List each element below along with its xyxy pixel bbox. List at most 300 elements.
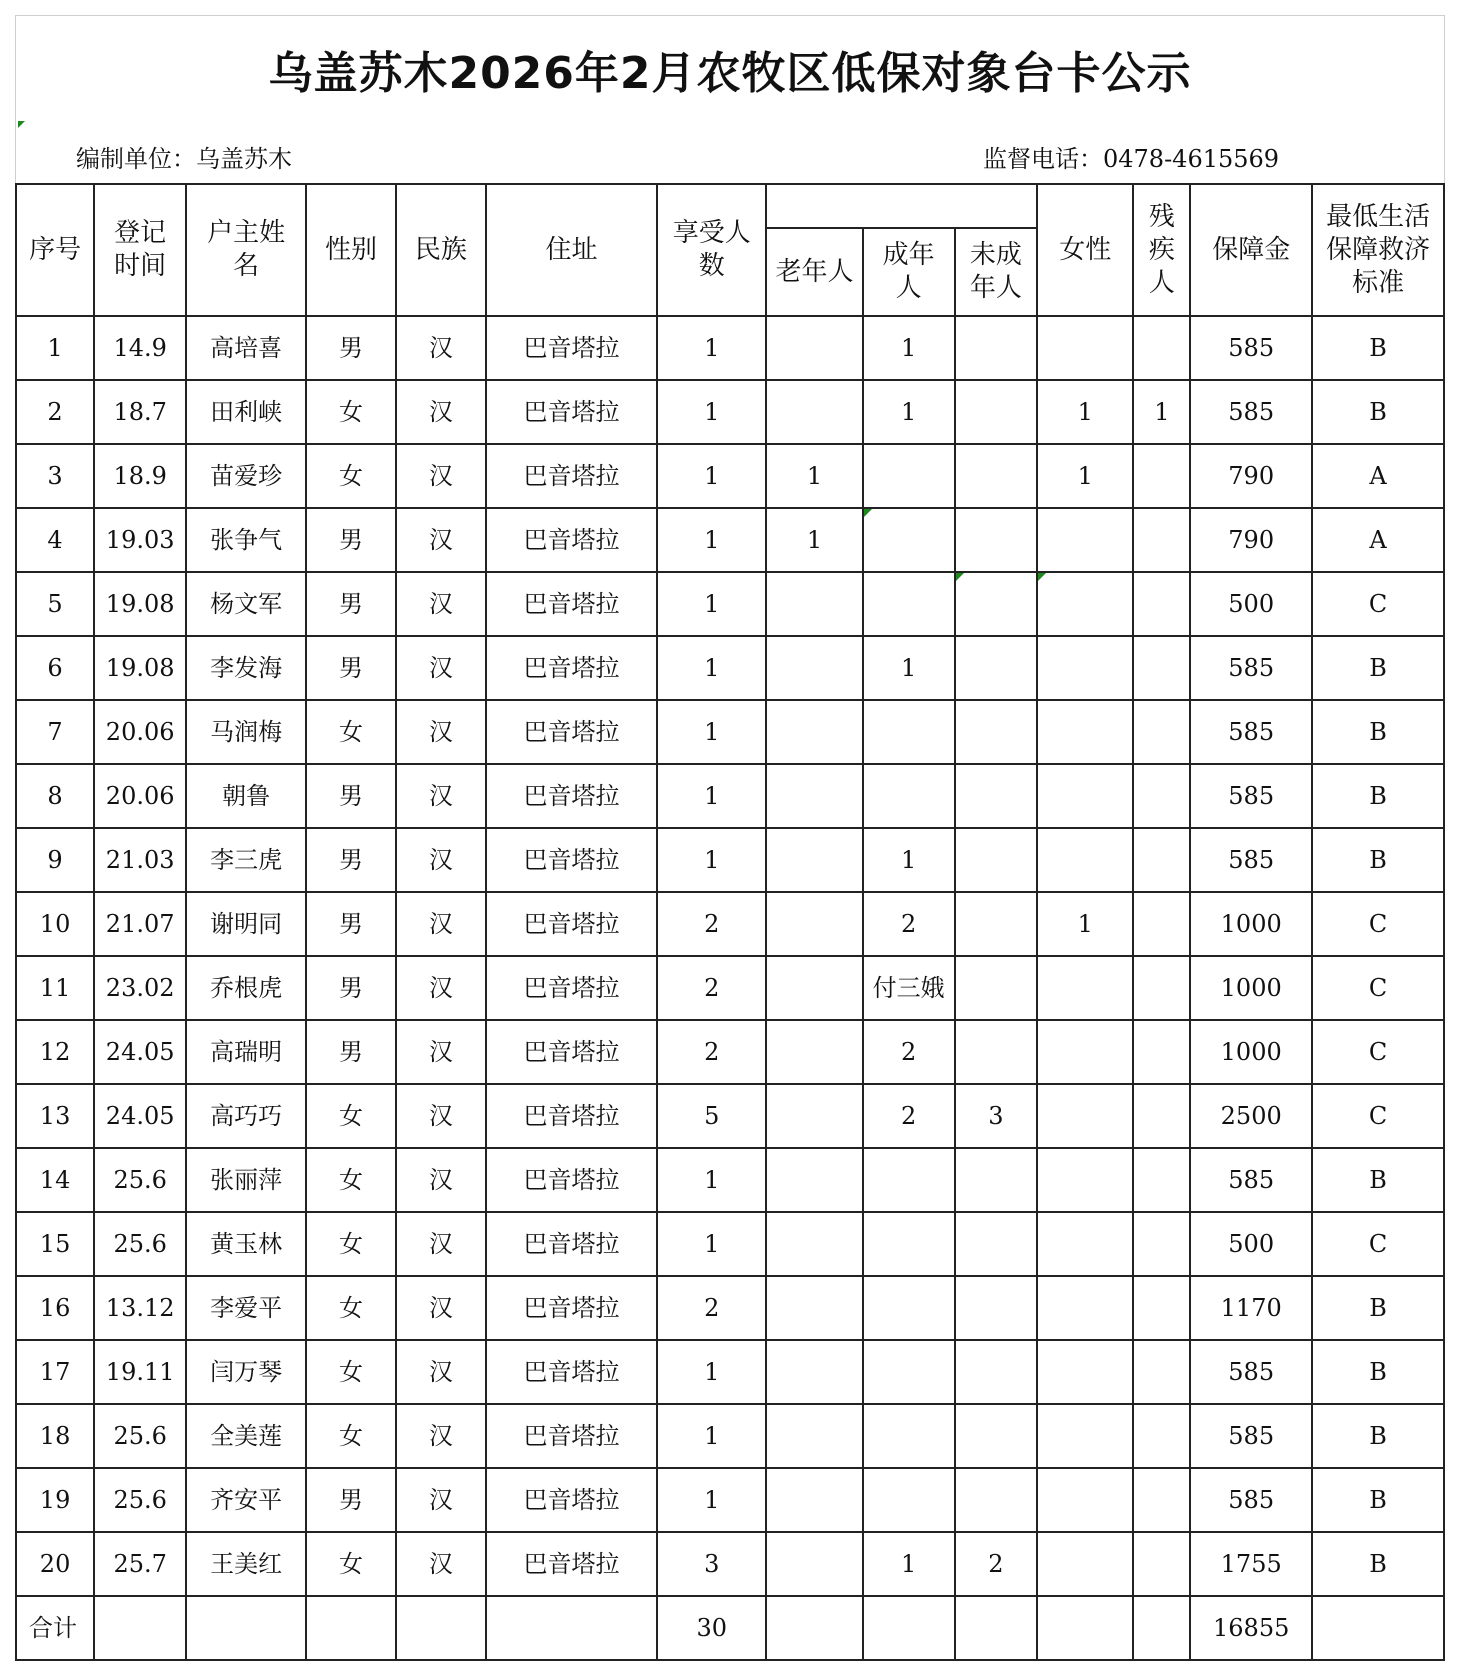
cell-address: 巴音塔拉 [486,700,657,764]
total-cell [955,1596,1037,1660]
cell-row-index: 15 [16,1212,94,1276]
cell-reg-time: 21.03 [94,828,186,892]
cell-elderly [766,1020,862,1084]
page-title: 乌盖苏木2026年2月农牧区低保对象台卡公示 [268,47,1192,99]
cell-amount: 585 [1190,1340,1312,1404]
total-cell [94,1596,186,1660]
cell-female [1037,1084,1133,1148]
cell-adult: 2 [863,1020,955,1084]
cell-adult [863,700,955,764]
cell-persons: 1 [657,636,766,700]
cell-adult [863,508,955,572]
cell-minor [955,1276,1037,1340]
cell-elderly [766,1276,862,1340]
cell-row-index: 6 [16,636,94,700]
cell-female [1037,572,1133,636]
cell-row-index: 20 [16,1532,94,1596]
total-cell [766,1596,862,1660]
cell-standard: A [1312,444,1444,508]
cell-ethnicity: 汉 [396,444,486,508]
cell-head-name: 张争气 [186,508,306,572]
cell-female [1037,1532,1133,1596]
cell-ethnicity: 汉 [396,1084,486,1148]
cell-female [1037,956,1133,1020]
header-age-group [766,184,1037,228]
cell-amount: 790 [1190,508,1312,572]
table-row [16,1532,1444,1596]
cell-row-index: 2 [16,380,94,444]
header-persons [657,184,766,316]
total-cell [186,1596,306,1660]
cell-reg-time: 25.6 [94,1404,186,1468]
cell-persons: 1 [657,1468,766,1532]
cell-head-name: 杨文军 [186,572,306,636]
cell-address: 巴音塔拉 [486,1340,657,1404]
cell-disabled [1133,828,1190,892]
cell-ethnicity: 汉 [396,508,486,572]
cell-ethnicity: 汉 [396,1468,486,1532]
cell-amount: 585 [1190,764,1312,828]
cell-female [1037,636,1133,700]
cell-female [1037,1148,1133,1212]
cell-ethnicity: 汉 [396,828,486,892]
cell-persons: 1 [657,700,766,764]
cell-adult [863,1468,955,1532]
cell-address: 巴音塔拉 [486,1148,657,1212]
cell-address: 巴音塔拉 [486,444,657,508]
cell-address: 巴音塔拉 [486,1020,657,1084]
cell-address: 巴音塔拉 [486,508,657,572]
total-amount: 16855 [1190,1596,1312,1660]
header-address: 住址 [486,184,657,316]
table-row [16,1468,1444,1532]
cell-female [1037,316,1133,380]
cell-elderly [766,636,862,700]
cell-adult: 1 [863,380,955,444]
table-row [16,828,1444,892]
cell-amount: 1755 [1190,1532,1312,1596]
cell-adult [863,572,955,636]
header-standard-label: 最低生活保障救济标准 [1326,201,1431,298]
cell-elderly [766,1084,862,1148]
cell-row-index: 11 [16,956,94,1020]
cell-reg-time: 25.6 [94,1468,186,1532]
cell-standard: B [1312,1532,1444,1596]
cell-reg-time: 19.08 [94,636,186,700]
total-row [16,1596,1444,1660]
table-row [16,1148,1444,1212]
header-standard [1312,184,1444,316]
supervision-phone: 监督电话：0478-4615569 [983,145,1280,173]
cell-persons: 2 [657,1276,766,1340]
cell-disabled [1133,1212,1190,1276]
cell-minor [955,956,1037,1020]
header-disabled [1133,184,1190,316]
header-female: 女性 [1037,184,1133,316]
cell-comment-marker-icon [864,509,872,517]
cell-amount: 1000 [1190,956,1312,1020]
cell-persons: 2 [657,892,766,956]
cell-gender: 男 [306,828,396,892]
cell-female [1037,828,1133,892]
table-row [16,1020,1444,1084]
cell-elderly [766,316,862,380]
cell-amount: 585 [1190,316,1312,380]
total-cell [486,1596,657,1660]
cell-standard: C [1312,1020,1444,1084]
table-row [16,764,1444,828]
cell-reg-time: 20.06 [94,700,186,764]
cell-ethnicity: 汉 [396,1340,486,1404]
cell-gender: 女 [306,380,396,444]
cell-gender: 男 [306,1468,396,1532]
cell-reg-time: 19.03 [94,508,186,572]
cell-address: 巴音塔拉 [486,828,657,892]
cell-gender: 男 [306,892,396,956]
cell-adult: 付三娥 [863,956,955,1020]
cell-standard: B [1312,1148,1444,1212]
cell-head-name: 齐安平 [186,1468,306,1532]
cell-persons: 1 [657,316,766,380]
recipients-table [15,183,1445,1661]
cell-disabled [1133,1148,1190,1212]
cell-row-index: 17 [16,1340,94,1404]
total-cell [863,1596,955,1660]
cell-adult [863,1340,955,1404]
cell-elderly [766,1404,862,1468]
cell-elderly: 1 [766,508,862,572]
spreadsheet-sheet [15,15,1445,1661]
cell-gender: 男 [306,636,396,700]
cell-disabled [1133,1020,1190,1084]
cell-ethnicity: 汉 [396,1404,486,1468]
cell-head-name: 高瑞明 [186,1020,306,1084]
total-cell [396,1596,486,1660]
cell-minor [955,380,1037,444]
cell-reg-time: 18.9 [94,444,186,508]
cell-head-name: 乔根虎 [186,956,306,1020]
cell-gender: 女 [306,1276,396,1340]
cell-row-index: 1 [16,316,94,380]
cell-elderly [766,1468,862,1532]
header-head-name-label: 户主姓名 [207,218,286,281]
cell-disabled [1133,956,1190,1020]
cell-amount: 585 [1190,380,1312,444]
cell-elderly [766,380,862,444]
cell-gender: 女 [306,1532,396,1596]
header-ethnicity: 民族 [396,184,486,316]
cell-ethnicity: 汉 [396,956,486,1020]
cell-minor [955,892,1037,956]
cell-address: 巴音塔拉 [486,1468,657,1532]
total-cell [1133,1596,1190,1660]
cell-row-index: 19 [16,1468,94,1532]
cell-elderly [766,892,862,956]
cell-reg-time: 24.05 [94,1084,186,1148]
cell-persons: 1 [657,764,766,828]
cell-head-name: 黄玉林 [186,1212,306,1276]
cell-disabled: 1 [1133,380,1190,444]
cell-comment-marker-icon [956,573,964,581]
cell-row-index: 7 [16,700,94,764]
cell-amount: 585 [1190,636,1312,700]
cell-head-name: 马润梅 [186,700,306,764]
cell-row-index: 14 [16,1148,94,1212]
compiling-unit: 编制单位：乌盖苏木 [76,145,292,173]
cell-row-index: 13 [16,1084,94,1148]
cell-standard: B [1312,380,1444,444]
cell-ethnicity: 汉 [396,1148,486,1212]
cell-female [1037,700,1133,764]
cell-amount: 1170 [1190,1276,1312,1340]
header-adult-label: 成年人 [882,240,935,303]
cell-minor [955,1468,1037,1532]
cell-ethnicity: 汉 [396,892,486,956]
cell-amount: 585 [1190,1468,1312,1532]
cell-persons: 1 [657,1340,766,1404]
table-row [16,1340,1444,1404]
cell-gender: 女 [306,1212,396,1276]
cell-minor: 3 [955,1084,1037,1148]
cell-disabled [1133,1404,1190,1468]
cell-address: 巴音塔拉 [486,572,657,636]
cell-ethnicity: 汉 [396,380,486,444]
cell-disabled [1133,1084,1190,1148]
cell-standard: A [1312,508,1444,572]
cell-address: 巴音塔拉 [486,764,657,828]
cell-female [1037,1404,1133,1468]
cell-disabled [1133,572,1190,636]
cell-elderly: 1 [766,444,862,508]
cell-minor [955,700,1037,764]
title-area [15,15,1445,121]
cell-minor [955,444,1037,508]
cell-female [1037,1212,1133,1276]
cell-amount: 585 [1190,828,1312,892]
cell-disabled [1133,892,1190,956]
cell-reg-time: 24.05 [94,1020,186,1084]
cell-reg-time: 13.12 [94,1276,186,1340]
cell-elderly [766,700,862,764]
cell-standard: C [1312,956,1444,1020]
header-reg-time-label: 登记时间 [114,218,167,281]
cell-amount: 2500 [1190,1084,1312,1148]
cell-adult [863,1404,955,1468]
cell-row-index: 4 [16,508,94,572]
cell-head-name: 朝鲁 [186,764,306,828]
cell-minor [955,636,1037,700]
cell-ethnicity: 汉 [396,316,486,380]
cell-minor [955,1340,1037,1404]
cell-female: 1 [1037,380,1133,444]
cell-reg-time: 23.02 [94,956,186,1020]
cell-standard: B [1312,1468,1444,1532]
cell-standard: C [1312,1212,1444,1276]
cell-address: 巴音塔拉 [486,1404,657,1468]
cell-standard: B [1312,1340,1444,1404]
header-adult [863,228,955,316]
cell-reg-time: 19.08 [94,572,186,636]
cell-female [1037,508,1133,572]
cell-ethnicity: 汉 [396,1212,486,1276]
cell-address: 巴音塔拉 [486,636,657,700]
cell-head-name: 王美红 [186,1532,306,1596]
cell-reg-time: 21.07 [94,892,186,956]
cell-ethnicity: 汉 [396,1276,486,1340]
total-cell [306,1596,396,1660]
table-row [16,700,1444,764]
table-body [16,316,1444,1596]
cell-standard: B [1312,700,1444,764]
cell-head-name: 李发海 [186,636,306,700]
cell-minor [955,1212,1037,1276]
cell-head-name: 李爱平 [186,1276,306,1340]
cell-female [1037,1340,1133,1404]
cell-ethnicity: 汉 [396,636,486,700]
table-row [16,1276,1444,1340]
cell-female [1037,764,1133,828]
cell-row-index: 12 [16,1020,94,1084]
cell-minor [955,1020,1037,1084]
cell-head-name: 李三虎 [186,828,306,892]
cell-head-name: 谢明同 [186,892,306,956]
cell-female: 1 [1037,444,1133,508]
cell-disabled [1133,316,1190,380]
cell-minor [955,316,1037,380]
cell-minor [955,1404,1037,1468]
total-label: 合计 [16,1596,94,1660]
cell-amount: 790 [1190,444,1312,508]
cell-reg-time: 25.6 [94,1212,186,1276]
cell-reg-time: 25.7 [94,1532,186,1596]
cell-head-name: 高巧巧 [186,1084,306,1148]
cell-elderly [766,572,862,636]
cell-head-name: 田利峡 [186,380,306,444]
cell-standard: B [1312,764,1444,828]
cell-persons: 3 [657,1532,766,1596]
cell-disabled [1133,764,1190,828]
cell-amount: 500 [1190,1212,1312,1276]
cell-gender: 女 [306,1084,396,1148]
cell-address: 巴音塔拉 [486,956,657,1020]
cell-minor [955,1148,1037,1212]
table-row [16,892,1444,956]
total-cell [1312,1596,1444,1660]
header-index: 序号 [16,184,94,316]
cell-persons: 1 [657,508,766,572]
cell-gender: 女 [306,444,396,508]
header-minor [955,228,1037,316]
cell-adult: 2 [863,1084,955,1148]
cell-amount: 500 [1190,572,1312,636]
cell-gender: 男 [306,956,396,1020]
cell-head-name: 张丽萍 [186,1148,306,1212]
cell-persons: 2 [657,1020,766,1084]
header-disabled-label: 残疾人 [1148,201,1175,298]
cell-adult [863,1212,955,1276]
cell-persons: 1 [657,1148,766,1212]
cell-gender: 男 [306,764,396,828]
cell-gender: 男 [306,572,396,636]
cell-disabled [1133,508,1190,572]
cell-address: 巴音塔拉 [486,1084,657,1148]
cell-row-index: 3 [16,444,94,508]
header-reg-time [94,184,186,316]
cell-elderly [766,828,862,892]
cell-address: 巴音塔拉 [486,380,657,444]
cell-comment-marker-icon [1038,573,1046,581]
cell-adult [863,1148,955,1212]
cell-adult: 1 [863,1532,955,1596]
cell-persons: 1 [657,1404,766,1468]
cell-row-index: 16 [16,1276,94,1340]
cell-adult: 1 [863,636,955,700]
cell-address: 巴音塔拉 [486,1212,657,1276]
cell-amount: 1000 [1190,892,1312,956]
table-row [16,508,1444,572]
cell-gender: 女 [306,1404,396,1468]
cell-reg-time: 25.6 [94,1148,186,1212]
cell-disabled [1133,1468,1190,1532]
cell-persons: 1 [657,380,766,444]
cell-minor [955,508,1037,572]
cell-minor: 2 [955,1532,1037,1596]
cell-ethnicity: 汉 [396,572,486,636]
table-row [16,316,1444,380]
cell-amount: 585 [1190,700,1312,764]
cell-ethnicity: 汉 [396,1020,486,1084]
cell-gender: 女 [306,1340,396,1404]
cell-standard: B [1312,1276,1444,1340]
cell-standard: C [1312,572,1444,636]
cell-persons: 1 [657,444,766,508]
cell-minor [955,572,1037,636]
cell-female [1037,1468,1133,1532]
cell-standard: C [1312,892,1444,956]
cell-disabled [1133,1340,1190,1404]
cell-address: 巴音塔拉 [486,1532,657,1596]
cell-adult: 1 [863,316,955,380]
cell-disabled [1133,700,1190,764]
cell-reg-time: 20.06 [94,764,186,828]
cell-disabled [1133,444,1190,508]
cell-address: 巴音塔拉 [486,892,657,956]
cell-minor [955,828,1037,892]
table-row [16,380,1444,444]
cell-persons: 5 [657,1084,766,1148]
cell-disabled [1133,1276,1190,1340]
cell-female [1037,1276,1133,1340]
cell-gender: 男 [306,508,396,572]
cell-amount: 585 [1190,1404,1312,1468]
total-cell [1037,1596,1133,1660]
cell-persons: 1 [657,828,766,892]
meta-row [15,121,1445,183]
cell-female [1037,1020,1133,1084]
cell-reg-time: 19.11 [94,1340,186,1404]
cell-elderly [766,1340,862,1404]
header-head-name [186,184,306,316]
header-minor-label: 未成年人 [969,240,1022,303]
cell-standard: B [1312,1404,1444,1468]
cell-gender: 女 [306,1148,396,1212]
cell-row-index: 10 [16,892,94,956]
total-persons: 30 [657,1596,766,1660]
cell-female: 1 [1037,892,1133,956]
cell-amount: 1000 [1190,1020,1312,1084]
cell-minor [955,764,1037,828]
table-row [16,444,1444,508]
